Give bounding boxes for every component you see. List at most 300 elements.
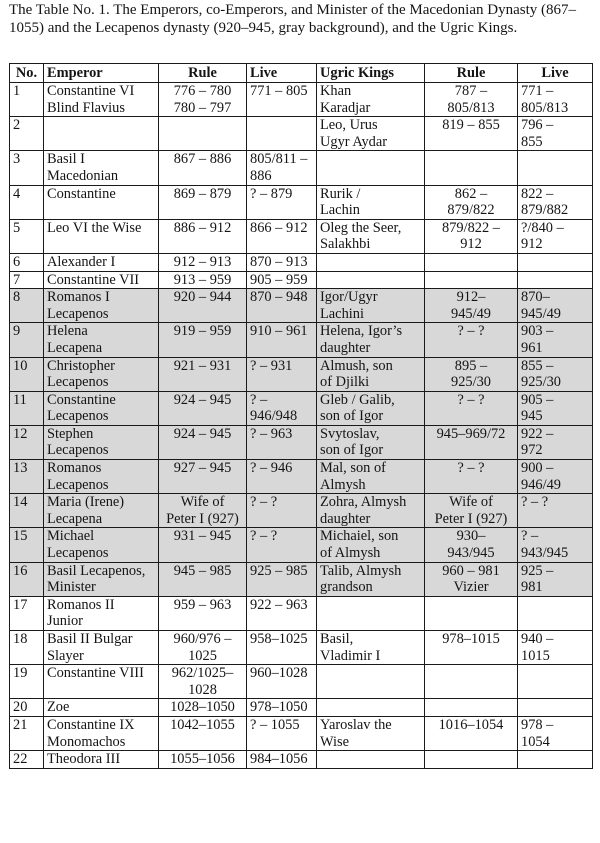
cell-emperor (44, 151, 159, 185)
cell-line: Maria (Irene) (47, 494, 125, 511)
cell-line: 910 – 961 (250, 323, 308, 340)
cell-line: 1028–1050 (170, 699, 235, 716)
cell-line: 822 – (521, 185, 554, 202)
cell-no: 8 (10, 289, 44, 323)
cell-line: 959 – 963 (173, 596, 232, 613)
cell-line: Blind Flavius (47, 99, 125, 116)
cell-king-live (518, 494, 593, 528)
cell-emperor (44, 323, 159, 357)
cell-emperor (44, 751, 159, 769)
cell-line: 900 – (521, 460, 554, 477)
cell-line: ? – 946 (250, 460, 293, 477)
cell-line: 870 – 948 (250, 289, 308, 306)
cell-line: Zoe (47, 699, 70, 716)
cell-line: 886 – 912 (173, 219, 232, 236)
cell-line: daughter (320, 339, 371, 356)
cell-emperor (44, 253, 159, 271)
cell-line: Constantine (47, 391, 116, 408)
cell-rule (159, 289, 247, 323)
cell-line: ? – ? (457, 391, 485, 408)
cell-rule (159, 83, 247, 117)
cell-line: Oleg the Seer, (320, 219, 402, 236)
cell-king-rule (425, 289, 518, 323)
table-row (10, 494, 593, 528)
cell-ugric-king (317, 391, 425, 425)
cell-rule (159, 391, 247, 425)
cell-line: Helena, Igor’s (320, 323, 403, 340)
cell-ugric-king (317, 665, 425, 699)
cell-ugric-king (317, 460, 425, 494)
header-row (10, 64, 593, 83)
cell-line: Talib, Almysh (320, 562, 402, 579)
cell-line: 931 – 945 (173, 528, 232, 545)
cell-king-live (518, 528, 593, 562)
cell-line: 946/948 (250, 408, 298, 425)
cell-no: 14 (10, 494, 44, 528)
cell-line: 912 (521, 236, 543, 253)
cell-king-live (518, 460, 593, 494)
cell-line: Yaroslav the (320, 716, 392, 733)
cell-king-live (518, 151, 593, 185)
cell-line: Romanos II (47, 596, 115, 613)
cell-line: 867 – 886 (173, 151, 232, 168)
cell-rule (159, 699, 247, 717)
cell-emperor (44, 219, 159, 253)
cell-line: 796 – (521, 117, 554, 134)
cell-emperor (44, 665, 159, 699)
cell-line: 869 – 879 (173, 185, 232, 202)
header-no: No. (10, 64, 44, 83)
cell-line: Lecapenos (47, 374, 109, 391)
cell-king-rule (425, 665, 518, 699)
cell-live (247, 289, 317, 323)
cell-ugric-king (317, 253, 425, 271)
cell-emperor (44, 596, 159, 630)
cell-line: Wise (320, 733, 349, 750)
cell-line: 855 – (521, 357, 554, 374)
cell-live (247, 751, 317, 769)
cell-line: Lecapenos (47, 545, 109, 562)
cell-no: 4 (10, 185, 44, 219)
cell-king-live (518, 596, 593, 630)
cell-ugric-king (317, 699, 425, 717)
cell-no: 21 (10, 716, 44, 750)
cell-king-live (518, 699, 593, 717)
cell-live (247, 631, 317, 665)
cell-line: Lecapenos (47, 476, 109, 493)
table-body (10, 83, 593, 769)
cell-rule (159, 460, 247, 494)
cell-line: 930– (456, 528, 486, 545)
cell-king-rule (425, 425, 518, 459)
cell-live (247, 699, 317, 717)
table-row (10, 185, 593, 219)
cell-king-live (518, 83, 593, 117)
cell-line: 1055–1056 (170, 751, 235, 768)
cell-king-rule (425, 185, 518, 219)
cell-line: 960 – 981 (442, 562, 500, 579)
table-row (10, 460, 593, 494)
cell-line: 1025 (188, 647, 217, 664)
cell-line: son of Igor (320, 442, 384, 459)
cell-line: grandson (320, 579, 373, 596)
cell-ugric-king (317, 151, 425, 185)
cell-line: Basil Lecapenos, (47, 562, 146, 579)
table-row (10, 357, 593, 391)
cell-line: ? – 1055 (250, 716, 300, 733)
cell-line: Wife of (180, 494, 225, 511)
cell-line: 780 – 797 (173, 99, 232, 116)
cell-live (247, 219, 317, 253)
cell-line: Salakhbi (320, 236, 371, 253)
table-row (10, 596, 593, 630)
cell-line: Gleb / Galib, (320, 391, 395, 408)
cell-king-live (518, 289, 593, 323)
cell-line: 978–1015 (442, 631, 500, 647)
cell-rule (159, 665, 247, 699)
cell-ugric-king (317, 528, 425, 562)
cell-line: 945/49 (451, 305, 491, 322)
cell-live (247, 716, 317, 750)
cell-emperor (44, 528, 159, 562)
cell-line: 913 – 959 (173, 271, 232, 288)
cell-line: Wife of (449, 494, 493, 511)
table-row (10, 151, 593, 185)
cell-line: 919 – 959 (173, 323, 232, 340)
caption-line: the Ugric Kings. (417, 19, 518, 36)
cell-no: 10 (10, 357, 44, 391)
cell-line: 895 – (454, 357, 488, 374)
cell-line: 903 – (521, 323, 554, 340)
cell-emperor (44, 425, 159, 459)
cell-emperor (44, 699, 159, 717)
cell-king-rule (425, 83, 518, 117)
cell-line: 945/49 (521, 305, 561, 322)
cell-live (247, 185, 317, 219)
cell-king-rule (425, 716, 518, 750)
cell-line: Constantine (47, 185, 116, 202)
cell-no: 22 (10, 751, 44, 769)
cell-emperor (44, 716, 159, 750)
table-row (10, 631, 593, 665)
cell-line: 905 – 959 (250, 271, 308, 288)
cell-line: 862 – (454, 185, 488, 202)
cell-no: 19 (10, 665, 44, 699)
cell-line: Constantine VIII (47, 665, 144, 682)
cell-line: Michaiel, son (320, 528, 399, 545)
cell-line: 961 (521, 339, 543, 356)
cell-line: ? – ? (457, 323, 485, 340)
cell-line: 945 (521, 408, 543, 425)
cell-king-rule (425, 631, 518, 665)
cell-live (247, 117, 317, 151)
cell-line: Lecapenos (47, 305, 109, 322)
header-rule: Rule (159, 64, 247, 83)
cell-king-live (518, 391, 593, 425)
cell-rule (159, 596, 247, 630)
table-row (10, 665, 593, 699)
cell-line: Monomachos (47, 733, 126, 750)
header-live: Live (247, 64, 317, 83)
cell-king-rule (425, 151, 518, 185)
cell-ugric-king (317, 323, 425, 357)
table-row (10, 716, 593, 750)
cell-line: Lecapenos (47, 408, 109, 425)
cell-rule (159, 751, 247, 769)
cell-line: 984–1056 (250, 751, 308, 768)
table-row (10, 271, 593, 289)
cell-no: 11 (10, 391, 44, 425)
table-row (10, 425, 593, 459)
cell-line: Zohra, Almysh (320, 494, 407, 511)
cell-line: ? – (521, 528, 539, 545)
cell-no: 15 (10, 528, 44, 562)
table-caption (9, 2, 594, 37)
cell-ugric-king (317, 631, 425, 665)
cell-line: Basil, (320, 631, 354, 647)
cell-line: Constantine VII (47, 271, 140, 288)
cell-line: 912– (456, 289, 486, 306)
cell-king-live (518, 219, 593, 253)
cell-line: Rurik / (320, 185, 361, 202)
cell-live (247, 665, 317, 699)
table-row (10, 562, 593, 596)
cell-line: 771 – (521, 83, 554, 99)
cell-ugric-king (317, 289, 425, 323)
cell-emperor (44, 117, 159, 151)
cell-king-live (518, 185, 593, 219)
cell-line: 921 – 931 (173, 357, 232, 374)
cell-line: 1042–1055 (170, 716, 235, 733)
cell-line: 870 – 913 (250, 253, 308, 270)
cell-line: 1016–1054 (438, 716, 504, 733)
cell-rule (159, 494, 247, 528)
cell-emperor (44, 271, 159, 289)
cell-ugric-king (317, 357, 425, 391)
cell-line: Igor/Ugyr (320, 289, 378, 306)
cell-rule (159, 271, 247, 289)
cell-line: ? – (250, 391, 268, 408)
cell-line: 925/30 (521, 374, 561, 391)
cell-line: 978–1050 (250, 699, 308, 716)
cell-no: 6 (10, 253, 44, 271)
cell-rule (159, 323, 247, 357)
cell-rule (159, 151, 247, 185)
cell-ugric-king (317, 562, 425, 596)
cell-line: 866 – 912 (250, 219, 308, 236)
cell-live (247, 528, 317, 562)
cell-line: 924 – 945 (173, 391, 232, 408)
cell-line: ? – ? (457, 460, 485, 477)
cell-line: 805/811 – (250, 151, 308, 168)
cell-line: 940 – (521, 631, 554, 647)
cell-line: 912 (460, 236, 482, 253)
cell-ugric-king (317, 117, 425, 151)
cell-emperor (44, 289, 159, 323)
cell-line: 972 (521, 442, 543, 459)
cell-rule (159, 631, 247, 665)
cell-line: Lecapenos (47, 442, 109, 459)
cell-line: 787 – (454, 83, 488, 99)
table-header (10, 64, 593, 83)
cell-king-live (518, 253, 593, 271)
cell-line: Almush, son (320, 357, 393, 374)
table-row (10, 117, 593, 151)
table-row (10, 323, 593, 357)
header-king-rule: Rule (425, 64, 518, 83)
cell-line: Macedonian (47, 167, 119, 184)
cell-emperor (44, 460, 159, 494)
cell-live (247, 425, 317, 459)
cell-line: 855 (521, 133, 543, 150)
cell-live (247, 323, 317, 357)
cell-ugric-king (317, 716, 425, 750)
cell-line: 962/1025– (171, 665, 234, 682)
cell-line: 946/49 (521, 476, 561, 493)
cell-line: 978 – (521, 716, 554, 733)
cell-live (247, 83, 317, 117)
cell-line: Lecapena (47, 510, 103, 527)
cell-emperor (44, 357, 159, 391)
cell-line: 771 – 805 (250, 83, 308, 99)
cell-line: Mal, son of (320, 460, 386, 477)
cell-live (247, 562, 317, 596)
cell-line: Almysh (320, 476, 366, 493)
cell-no: 1 (10, 83, 44, 117)
cell-rule (159, 117, 247, 151)
table-row (10, 699, 593, 717)
cell-king-rule (425, 494, 518, 528)
cell-king-rule (425, 751, 518, 769)
cell-line: Leo VI the Wise (47, 219, 142, 236)
cell-line: 912 – 913 (173, 253, 232, 270)
cell-king-rule (425, 460, 518, 494)
cell-line: Helena (47, 323, 88, 340)
cell-no: 13 (10, 460, 44, 494)
cell-line: 1028 (188, 681, 217, 698)
cell-no: 7 (10, 271, 44, 289)
cell-line: 924 – 945 (173, 425, 232, 442)
cell-no: 3 (10, 151, 44, 185)
cell-no: 12 (10, 425, 44, 459)
cell-line: ? – 963 (250, 425, 293, 442)
cell-line: 922 – 963 (250, 596, 308, 613)
cell-line: Romanos (47, 460, 102, 477)
cell-line: daughter (320, 510, 371, 527)
table-row (10, 219, 593, 253)
cell-line: Basil II Bulgar (47, 631, 133, 647)
cell-line: Stephen (47, 425, 94, 442)
cell-live (247, 271, 317, 289)
cell-ugric-king (317, 596, 425, 630)
cell-line: Romanos I (47, 289, 110, 306)
cell-line: Vladimir I (320, 647, 381, 664)
cell-rule (159, 528, 247, 562)
cell-line: ? – ? (250, 494, 278, 511)
cell-line: 920 – 944 (173, 289, 232, 306)
cell-rule (159, 357, 247, 391)
cell-ugric-king (317, 751, 425, 769)
cell-line: 922 – (521, 425, 554, 442)
emperors-table (9, 63, 593, 769)
cell-line: 925 – 985 (250, 562, 308, 579)
cell-line: 879/822 (447, 202, 495, 219)
cell-line: 879/882 (521, 202, 569, 219)
cell-line: Ugyr Aydar (320, 133, 388, 150)
cell-line: ? – 879 (250, 185, 293, 202)
cell-rule (159, 219, 247, 253)
cell-live (247, 151, 317, 185)
cell-king-rule (425, 357, 518, 391)
cell-no: 9 (10, 323, 44, 357)
cell-line: 943/945 (447, 545, 495, 562)
table-row (10, 289, 593, 323)
cell-no: 17 (10, 596, 44, 630)
cell-king-rule (425, 562, 518, 596)
cell-line: 886 (250, 167, 272, 184)
cell-line: Alexander I (47, 253, 116, 270)
cell-king-rule (425, 699, 518, 717)
cell-line: 905 – (521, 391, 554, 408)
cell-line: 776 – 780 (173, 83, 232, 99)
cell-line: Constantine VI (47, 83, 135, 99)
cell-line: Karadjar (320, 99, 371, 116)
cell-emperor (44, 83, 159, 117)
header-emperor: Emperor (44, 64, 159, 83)
cell-emperor (44, 494, 159, 528)
cell-line: 960–1028 (250, 665, 308, 682)
cell-king-rule (425, 271, 518, 289)
cell-line: Peter I (927) (434, 510, 508, 527)
cell-emperor (44, 631, 159, 665)
cell-king-live (518, 323, 593, 357)
cell-line: Slayer (47, 647, 84, 664)
cell-line: ? – ? (250, 528, 278, 545)
cell-line: 925 – (521, 562, 554, 579)
cell-king-live (518, 425, 593, 459)
cell-line: Peter I (927) (166, 510, 239, 527)
cell-ugric-king (317, 425, 425, 459)
table-row (10, 83, 593, 117)
cell-line: 943/945 (521, 545, 569, 562)
cell-live (247, 596, 317, 630)
cell-line: 1054 (521, 733, 550, 750)
cell-king-rule (425, 528, 518, 562)
cell-ugric-king (317, 271, 425, 289)
cell-line: Khan (320, 83, 352, 99)
cell-king-live (518, 117, 593, 151)
cell-line: Basil I (47, 151, 85, 168)
table-row (10, 391, 593, 425)
cell-king-rule (425, 253, 518, 271)
cell-line: 925/30 (451, 374, 491, 391)
cell-no: 16 (10, 562, 44, 596)
cell-line: Lachini (320, 305, 364, 322)
cell-emperor (44, 391, 159, 425)
header-king-live: Live (518, 64, 593, 83)
cell-rule (159, 185, 247, 219)
cell-king-live (518, 751, 593, 769)
cell-line: Junior (47, 613, 83, 630)
cell-line: Christopher (47, 357, 115, 374)
table-row (10, 751, 593, 769)
cell-king-live (518, 716, 593, 750)
cell-rule (159, 425, 247, 459)
cell-live (247, 494, 317, 528)
cell-no: 18 (10, 631, 44, 665)
table-row (10, 528, 593, 562)
cell-line: 981 (521, 579, 543, 596)
